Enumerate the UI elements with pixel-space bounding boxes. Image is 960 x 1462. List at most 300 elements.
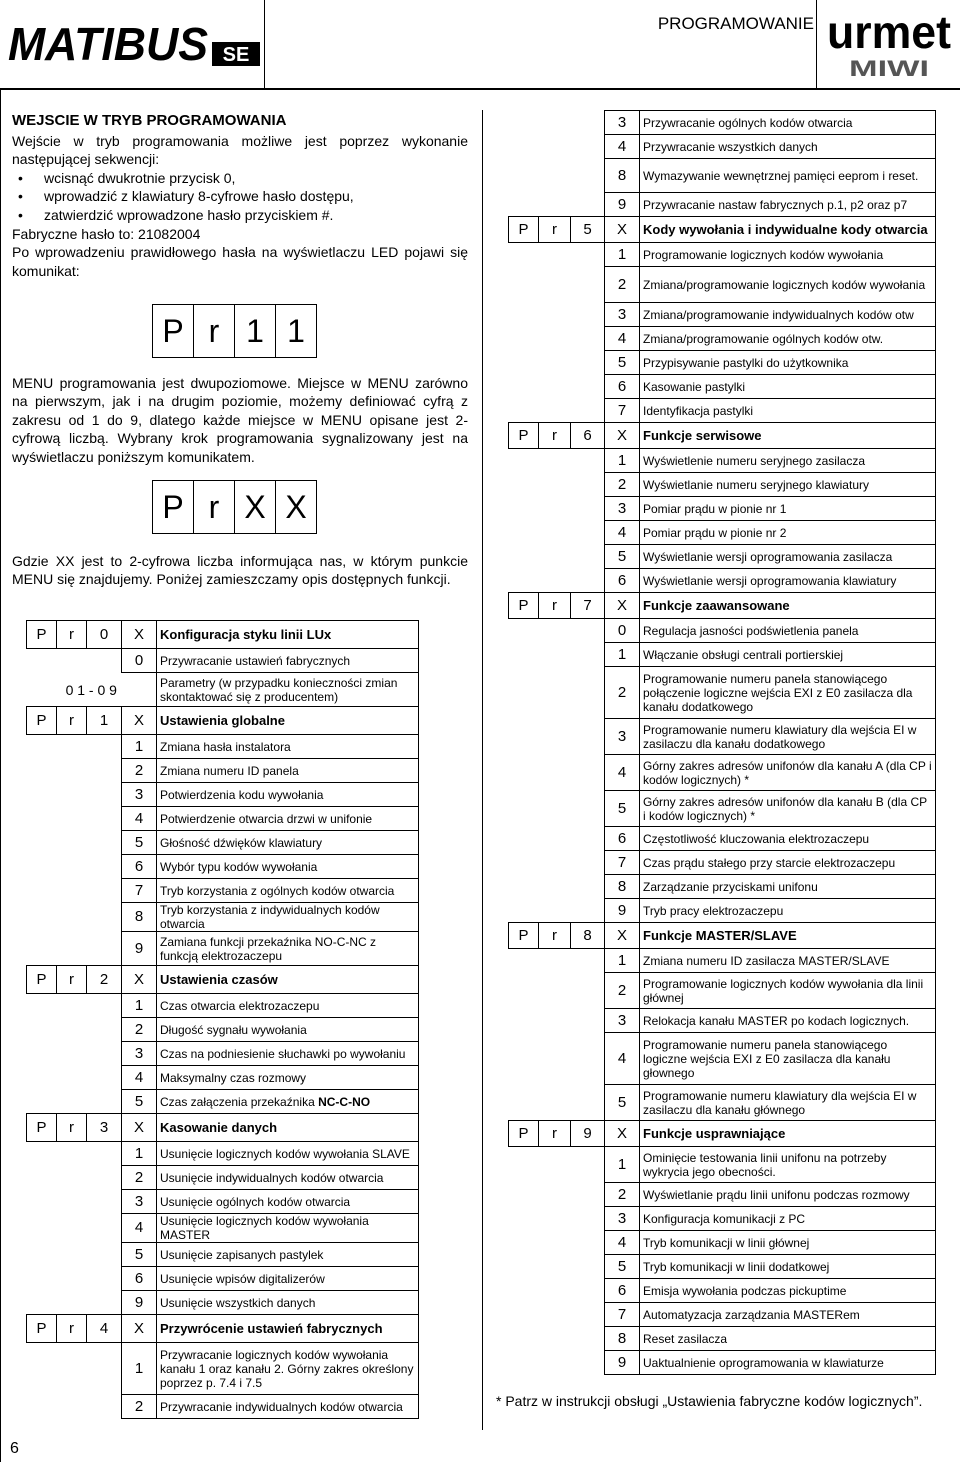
menu-item-number: 2 [122,1166,157,1190]
menu-item-label [640,193,936,217]
menu-item-row [27,1267,419,1291]
menu-item-number: 3 [605,719,640,755]
empty-cell [509,949,539,973]
menu-item-number: 4 [605,521,640,545]
menu-item-number: 3 [122,783,157,807]
svg-text:SE: SE [222,44,250,66]
empty-cell [539,1231,571,1255]
menu-item-row [27,649,419,673]
menu-code-cell: X [605,593,640,619]
menu-item-label [640,243,936,267]
menu-code-cell: r [539,593,571,619]
menu-code-cell: 7 [571,593,605,619]
menu-code-cell: r [539,217,571,243]
menu-item-row [27,1018,419,1042]
menu-item-row [509,473,936,497]
svg-text:MIWI: MIWI [849,56,929,80]
menu-item-number: 4 [122,1214,157,1243]
menu-item-text: Przywracanie wszystkich danych [643,139,818,154]
menu-item-number: 2 [122,1018,157,1042]
menu-item-number: 3 [605,303,640,327]
empty-cell [539,1255,571,1279]
menu-item-row [509,1327,936,1351]
menu-item-number: 3 [605,1009,640,1033]
empty-cell [57,759,87,783]
menu-item-row [509,1147,936,1183]
menu-item-number: 0 [122,649,157,673]
menu-item-row [509,521,936,545]
menu-item-label [157,1166,419,1190]
empty-cell [509,545,539,569]
menu-item-number: 8 [122,903,157,932]
empty-cell [87,807,122,831]
menu-item-text: Usunięcie logicznych kodów wywołania MASTER [160,1214,369,1242]
menu-item-number: 5 [122,1243,157,1267]
menu-item-text: Emisja wywołania podczas pickuptime [643,1283,847,1298]
empty-cell [57,879,87,903]
menu-item-row [27,1214,419,1243]
menu-code-cell: P [509,593,539,619]
menu-item-text: Pomiar prądu w pionie nr 2 [643,525,787,540]
empty-cell [57,1214,87,1243]
empty-cell [539,1327,571,1351]
menu-item-text: Zamiana funkcji przekaźnika NO-C-NC z funkcją elektrozaczepu [160,934,377,963]
empty-cell [87,855,122,879]
menu-item-text: Identyfikacja pastylki [643,403,754,418]
menu-item-number: 3 [122,1190,157,1214]
empty-cell [509,135,539,159]
empty-cell [509,1255,539,1279]
empty-cell [571,1231,605,1255]
menu-item-text: Pomiar prądu w pionie nr 1 [643,501,787,516]
empty-cell [87,994,122,1018]
empty-cell [539,267,571,303]
menu-item-label [157,1291,419,1315]
empty-cell [509,327,539,351]
menu-item-label [640,1231,936,1255]
empty-cell [27,759,57,783]
menu-item-label [157,1214,419,1243]
menu-code-cell: P [509,923,539,949]
empty-cell [539,159,571,193]
intro-lead: Wejście w tryb programowania możliwe jest poprzez wykonanie następującej sekwencji: [12,132,468,168]
step-item: • wprowadzić z klawiatury 8-cyfrowe hasło dostępu, [12,187,468,206]
menu-item-text: Górny zakres adresów unifonów dla kanału B (dla CP i kodów logicznych) * [643,794,927,823]
menu-item-text: Czas prądu stałego przy starcie elektrozaczepu [643,855,896,870]
menu-item-emphasis: NC-C-NO [318,1094,371,1109]
menu-item-number: 8 [605,1327,640,1351]
menu-item-label [640,755,936,791]
empty-cell [571,399,605,423]
empty-cell [539,827,571,851]
menu-code-cell: X [605,423,640,449]
menu-item-text: Zarządzanie przyciskami unifonu [643,879,818,894]
menu-item-number: 1 [605,449,640,473]
menu-item-row [27,1090,419,1114]
menu-item-label [640,111,936,135]
menu-item-text: Przywracanie ogólnych kodów otwarcia [643,115,853,130]
menu-item-text: Głośność dźwięków klawiatury [160,835,323,850]
empty-cell [509,643,539,667]
menu-item-text: Czas na podniesienie słuchawki po wywołaniu [160,1046,406,1061]
menu-item-label [640,1009,936,1033]
svg-text:MATIBUS: MATIBUS [8,18,209,70]
empty-cell [539,303,571,327]
empty-cell [539,1183,571,1207]
menu-item-number: 5 [605,545,640,569]
menu-item-label [640,719,936,755]
empty-cell [571,755,605,791]
menu-item-label [640,399,936,423]
empty-cell [27,1042,57,1066]
menu-table-left [26,620,419,1419]
menu-item-row [509,243,936,267]
menu-item-number: 9 [605,1351,640,1375]
menu-item-text: Wyświetlanie prądu linii unifonu podczas rozmowy [643,1187,910,1202]
empty-cell [509,827,539,851]
xx-description: Gdzie XX jest to 2-cyfrowa liczba informująca nas, w którym punkcie MENU się znajdujemy. Poniżej zamieszczamy opis dostępnych funkcji. [12,553,468,588]
empty-cell [571,327,605,351]
empty-cell [539,949,571,973]
menu-item-label [640,1207,936,1231]
menu-item-row [27,879,419,903]
lcd-digit: P [152,480,194,534]
empty-cell [539,569,571,593]
menu-item-label [640,569,936,593]
menu-item-row [27,807,419,831]
menu-item-number: 4 [122,807,157,831]
menu-item-row [27,735,419,759]
menu-item-text: Usunięcie logicznych kodów wywołania SLAVE [160,1146,410,1161]
page-heading: PROGRAMOWANIE [657,14,814,33]
menu-code-cell: r [57,966,87,994]
menu-item-label [640,327,936,351]
empty-cell [509,1207,539,1231]
menu-item-row [27,1066,419,1090]
empty-cell [87,903,122,932]
empty-cell [571,899,605,923]
menu-code-cell: 1 [87,707,122,735]
menu-item-number: 6 [122,1267,157,1291]
empty-cell [57,1018,87,1042]
menu-item-number: 9 [122,932,157,966]
empty-cell [509,1085,539,1121]
empty-cell [57,1190,87,1214]
empty-cell [57,1267,87,1291]
menu-item-text: Zmiana/programowanie indywidualnych kodów otw [643,307,914,322]
menu-item-label [157,1042,419,1066]
menu-group-label: Funkcje zaawansowane [640,593,936,619]
menu-item-row [509,1231,936,1255]
menu-item-label [157,1142,419,1166]
header-divider [816,0,817,88]
menu-group-row [27,1315,419,1343]
menu-item-row [27,1142,419,1166]
menu-item-row [509,973,936,1009]
menu-code-cell: r [57,707,87,735]
empty-cell [571,1085,605,1121]
empty-cell [509,1183,539,1207]
empty-cell [571,449,605,473]
menu-item-number: 1 [605,643,640,667]
empty-cell [571,1303,605,1327]
menu-code-cell: 8 [571,923,605,949]
menu-item-row [509,135,936,159]
empty-cell [27,807,57,831]
menu-item-row [509,851,936,875]
menu-item-number: 7 [605,399,640,423]
menu-item-number: 5 [122,1090,157,1114]
empty-cell [87,879,122,903]
lcd-message-prxx [152,480,316,534]
empty-cell [539,1033,571,1085]
empty-cell [27,1243,57,1267]
empty-cell [87,759,122,783]
menu-item-text: Czas otwarcia elektrozaczepu [160,998,320,1013]
empty-cell [571,851,605,875]
menu-code-cell: P [27,621,57,649]
lcd-digit: P [152,304,194,358]
menu-item-text: Zmiana/programowanie logicznych kodów wywołania [643,277,926,292]
menu-item-label [640,1085,936,1121]
empty-cell [87,1042,122,1066]
menu-group-row [27,621,419,649]
menu-item-text: Zmiana numeru ID panela [160,763,299,778]
menu-item-text: Tryb komunikacji w linii głównej [643,1235,810,1250]
menu-group-row [27,1114,419,1142]
empty-cell [539,111,571,135]
menu-range-cell: 0 1 - 0 9 [65,681,117,698]
empty-cell [571,1147,605,1183]
menu-item-label [640,351,936,375]
menu-code-cell: 0 [87,621,122,649]
empty-cell [571,791,605,827]
menu-code-cell: P [27,1114,57,1142]
empty-cell [27,1343,57,1395]
empty-cell [87,1090,122,1114]
empty-cell [87,1190,122,1214]
menu-code-cell: X [122,621,157,649]
empty-cell [509,719,539,755]
empty-cell [57,855,87,879]
menu-group-label: Funkcje MASTER/SLAVE [640,923,936,949]
menu-item-number: 1 [605,243,640,267]
empty-cell [539,755,571,791]
empty-cell [509,1279,539,1303]
lcd-digit: r [193,480,235,534]
menu-item-label [640,1183,936,1207]
empty-cell [539,1303,571,1327]
menu-item-row [27,994,419,1018]
menu-item-label [157,783,419,807]
menu-description: MENU programowania jest dwupoziomowe. Miejsce w MENU zarówno na pierwszym, jak i na drugim poziomie, możemy definiować cyfrą z zakresu od 1 do 9, dlatego każde miejsce w MENU opisane jest 2-cyfrową liczbą. Wybrany krok programowania sygnalizowany jest na wyświetlaczu poniższym komunikatem. [12,375,468,465]
empty-cell [87,1243,122,1267]
urmet-logo [822,8,956,80]
menu-item-number: 8 [605,875,640,899]
menu-item-label [640,899,936,923]
menu-code-cell: P [509,423,539,449]
empty-cell [87,1395,122,1419]
menu-item-number: 3 [605,1207,640,1231]
menu-item-label [640,851,936,875]
empty-cell [571,973,605,1009]
menu-code-cell: X [122,966,157,994]
empty-cell [57,994,87,1018]
empty-cell [571,719,605,755]
empty-cell [27,1090,57,1114]
menu-item-number: 6 [605,569,640,593]
menu-group-label: Ustawienia globalne [157,707,419,735]
menu-item-number: 2 [605,1183,640,1207]
menu-item-number: 5 [605,351,640,375]
menu-item-row [509,545,936,569]
menu-item-row [509,1279,936,1303]
menu-group-row [509,923,936,949]
empty-cell [571,497,605,521]
empty-cell [87,783,122,807]
menu-item-row [27,932,419,966]
menu-item-label [640,303,936,327]
menu-item-number: 6 [605,375,640,399]
menu-code-cell: r [539,923,571,949]
empty-cell [571,1351,605,1375]
empty-cell [539,643,571,667]
factory-password: Fabryczne hasło to: 21082004 [12,225,201,242]
menu-code-cell: X [122,1114,157,1142]
header-divider [264,0,265,88]
menu-item-text: Usunięcie ogólnych kodów otwarcia [160,1194,351,1209]
empty-cell [539,497,571,521]
empty-cell [27,735,57,759]
empty-cell [57,1291,87,1315]
empty-cell [509,193,539,217]
menu-item-text: Przywracanie nastaw fabrycznych p.1, p2 oraz p7 [643,197,908,212]
menu-code-cell: r [539,423,571,449]
menu-item-label [640,449,936,473]
lcd-digit: r [193,304,235,358]
empty-cell [27,1190,57,1214]
menu-item-row [509,1207,936,1231]
menu-item-label [157,759,419,783]
menu-item-number: 4 [605,135,640,159]
menu-item-label [640,497,936,521]
menu-item-label [157,1190,419,1214]
empty-cell [27,1066,57,1090]
menu-item-text: Częstotliwość kluczowania elektrozaczepu [643,831,870,846]
menu-item-label [640,619,936,643]
menu-code-cell: X [122,1315,157,1343]
empty-cell [539,1279,571,1303]
empty-cell [571,303,605,327]
empty-cell [57,1243,87,1267]
menu-item-number: 1 [122,1343,157,1395]
menu-item-label [157,855,419,879]
empty-cell [539,135,571,159]
menu-item-row [509,267,936,303]
column-divider [482,110,483,1430]
menu-item-text: Regulacja jasności podświetlenia panela [643,623,859,638]
empty-cell [509,1009,539,1033]
empty-cell [571,569,605,593]
empty-cell [571,667,605,719]
menu-item-row [509,755,936,791]
empty-cell [571,193,605,217]
menu-item-number: 6 [605,827,640,851]
empty-cell [571,159,605,193]
empty-cell [571,351,605,375]
menu-item-number: 9 [122,1291,157,1315]
empty-cell [539,1009,571,1033]
menu-code-cell: r [57,1315,87,1343]
empty-cell [539,851,571,875]
menu-item-number: 9 [605,899,640,923]
empty-cell [571,827,605,851]
menu-item-row [509,111,936,135]
empty-cell [539,791,571,827]
menu-item-text: Wyświetlanie wersji oprogramowania klawiatury [643,573,897,588]
empty-cell [571,111,605,135]
menu-item-label [640,643,936,667]
empty-cell [509,851,539,875]
menu-item-text: Tryb pracy elektrozaczepu [643,903,784,918]
menu-item-label [157,1243,419,1267]
menu-item-text: Włączanie obsługi centrali portierskiej [643,647,844,662]
menu-item-row [509,619,936,643]
menu-item-text: Wybór typu kodów wywołania [160,859,318,874]
menu-group-row [509,1121,936,1147]
empty-cell [87,1066,122,1090]
empty-cell [87,1291,122,1315]
empty-cell [27,855,57,879]
empty-cell [57,1166,87,1190]
menu-item-label [157,903,419,932]
empty-cell [571,1255,605,1279]
header-rule [0,88,960,90]
empty-cell [509,111,539,135]
menu-item-row [27,1395,419,1419]
menu-code-cell: P [509,1121,539,1147]
empty-cell [57,1090,87,1114]
menu-item-label [640,949,936,973]
menu-item-label [157,1395,419,1419]
menu-item-label [157,831,419,855]
empty-cell [509,875,539,899]
menu-item-number: 2 [605,473,640,497]
menu-group-label: Funkcje serwisowe [640,423,936,449]
menu-item-label [640,973,936,1009]
menu-item-label [157,807,419,831]
empty-cell [509,619,539,643]
menu-item-label [640,267,936,303]
empty-cell [539,719,571,755]
empty-cell [539,193,571,217]
menu-item-text: Długość sygnału wywołania [160,1022,307,1037]
empty-cell [539,327,571,351]
menu-item-row [509,827,936,851]
empty-cell [571,545,605,569]
menu-item-text: Tryb korzystania z ogólnych kodów otwarcia [160,883,395,898]
empty-cell [27,903,57,932]
menu-item-label [640,667,936,719]
menu-code-cell: r [539,1121,571,1147]
empty-cell [27,879,57,903]
menu-item-row [27,1243,419,1267]
menu-item-label [640,1303,936,1327]
empty-cell [509,1327,539,1351]
empty-cell [509,473,539,497]
menu-group-label: Kasowanie danych [157,1114,419,1142]
empty-cell [571,875,605,899]
